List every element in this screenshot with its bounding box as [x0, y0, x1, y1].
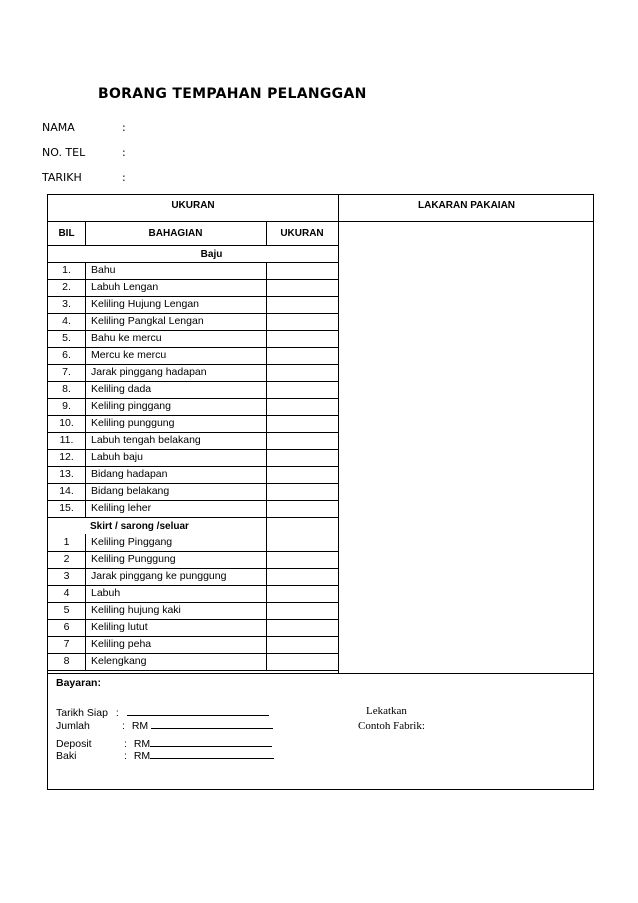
col-divider-ukuran	[266, 534, 267, 670]
col-divider-bil	[85, 221, 86, 245]
payment-title: Bayaran:	[56, 677, 101, 689]
row-ukuran-input[interactable]	[266, 534, 338, 551]
row-bahagian: Bahu ke mercu	[91, 332, 162, 344]
row-ukuran-input[interactable]	[266, 347, 338, 364]
row-bil: 2.	[62, 281, 71, 293]
row-bil: 6.	[62, 349, 71, 361]
row-bahagian: Labuh	[91, 587, 121, 599]
row-ukuran-input[interactable]	[266, 279, 338, 296]
form-title: BORANG TEMPAHAN PELANGGAN	[98, 86, 367, 102]
row-ukuran-input[interactable]	[266, 636, 338, 653]
row-bil: 1.	[62, 264, 71, 276]
row-bahagian: Jarak pinggang hadapan	[91, 366, 207, 378]
section-divider	[338, 195, 339, 673]
group-baju-title: Baju	[200, 249, 223, 260]
baki-blank[interactable]	[150, 748, 274, 759]
row-bahagian: Keliling lutut	[91, 621, 148, 633]
row-ukuran-input[interactable]	[266, 432, 338, 449]
header-divider	[48, 221, 593, 222]
row-bahagian: Bidang hadapan	[91, 468, 168, 480]
row-bahagian: Jarak pinggang ke punggung	[91, 570, 227, 582]
col-bil-header: BIL	[58, 228, 75, 239]
row-bahagian: Keliling Punggung	[91, 553, 176, 565]
nama-field	[42, 121, 126, 134]
row-bil: 10.	[59, 417, 74, 429]
deposit-currency: RM	[133, 738, 151, 750]
deposit-blank[interactable]	[150, 736, 272, 747]
col-bahagian-header: BAHAGIAN	[148, 228, 203, 239]
row-ukuran-input[interactable]	[266, 330, 338, 347]
row-ukuran-input[interactable]	[266, 415, 338, 432]
row-bil: 6	[63, 621, 70, 633]
col-ukuran-header: UKURAN	[280, 228, 324, 239]
row-bil: 8	[63, 655, 70, 667]
row-bil: 7	[63, 638, 70, 650]
row-bil: 4.	[62, 315, 71, 327]
no-tel-colon: :	[122, 146, 126, 159]
row-bahagian: Keliling dada	[91, 383, 152, 395]
baki-line	[56, 748, 274, 762]
nama-label: NAMA	[42, 121, 75, 134]
baki-label: Baki	[56, 750, 77, 762]
row-ukuran-input[interactable]	[266, 313, 338, 330]
tarikh-siap-blank[interactable]	[127, 705, 269, 716]
jumlah-label: Jumlah	[56, 720, 90, 732]
row-bil: 5.	[62, 332, 71, 344]
row-ukuran-input[interactable]	[266, 466, 338, 483]
col-divider-ukuran	[266, 221, 267, 245]
fabric-line-1: Lekatkan	[366, 705, 407, 717]
row-bahagian: Keliling hujung kaki	[91, 604, 181, 616]
row-bahagian: Keliling leher	[91, 502, 152, 514]
section-ukuran-header: UKURAN	[171, 200, 215, 211]
payment-divider	[48, 673, 593, 674]
jumlah-currency: RM	[131, 720, 149, 732]
row-bil: 14.	[59, 485, 74, 497]
row-bil: 8.	[62, 383, 71, 395]
row-bahagian: Kelengkang	[91, 655, 147, 667]
row-bil: 3	[63, 570, 70, 582]
row-bahagian: Keliling peha	[91, 638, 152, 650]
row-ukuran-input[interactable]	[266, 262, 338, 279]
row-bil: 7.	[62, 366, 71, 378]
row-bil: 9.	[62, 400, 71, 412]
row-bil: 13.	[59, 468, 74, 480]
row-bahagian: Labuh baju	[91, 451, 143, 463]
no-tel-field	[42, 146, 126, 159]
row-bahagian: Keliling punggung	[91, 417, 175, 429]
tarikh-field	[42, 171, 126, 184]
row-bahagian: Keliling pinggang	[91, 400, 171, 412]
row-ukuran-input[interactable]	[266, 653, 338, 670]
row-bil: 4	[63, 587, 70, 599]
col-divider-bil	[85, 262, 86, 517]
row-ukuran-input[interactable]	[266, 619, 338, 636]
row-bil: 2	[63, 553, 70, 565]
col-divider-bil	[85, 534, 86, 670]
row-ukuran-input[interactable]	[266, 398, 338, 415]
row-bil: 12.	[59, 451, 74, 463]
row-bil: 11.	[59, 434, 74, 446]
row-bahagian: Bidang belakang	[91, 485, 170, 497]
row-ukuran-input[interactable]	[266, 364, 338, 381]
fabric-line-2: Contoh Fabrik:	[358, 720, 425, 732]
col-divider-ukuran	[266, 262, 267, 517]
row-bahagian: Keliling Hujung Lengan	[91, 298, 199, 310]
row-ukuran-input[interactable]	[266, 585, 338, 602]
row-divider	[48, 517, 338, 518]
col-divider-ukuran	[266, 517, 267, 534]
group-skirt-title: Skirt / sarong /seluar	[90, 521, 189, 532]
column-header-divider	[48, 245, 338, 246]
tarikh-siap-colon: :	[115, 707, 119, 719]
tarikh-siap-label: Tarikh Siap	[56, 707, 108, 719]
jumlah-blank[interactable]	[151, 718, 273, 729]
jumlah-colon: :	[122, 720, 125, 732]
row-ukuran-input[interactable]	[266, 500, 338, 517]
jumlah-line	[56, 718, 273, 732]
tarikh-siap-line	[56, 705, 269, 719]
row-ukuran-input[interactable]	[266, 296, 338, 313]
row-bahagian: Bahu	[91, 264, 116, 276]
row-ukuran-input[interactable]	[266, 381, 338, 398]
order-table	[47, 194, 594, 790]
row-ukuran-input[interactable]	[266, 602, 338, 619]
row-ukuran-input[interactable]	[266, 483, 338, 500]
row-bahagian: Labuh tengah belakang	[91, 434, 201, 446]
row-bil: 1	[63, 536, 70, 548]
row-bahagian: Keliling Pinggang	[91, 536, 173, 548]
row-bil: 3.	[62, 298, 71, 310]
row-bahagian: Mercu ke mercu	[91, 349, 167, 361]
nama-colon: :	[122, 121, 126, 134]
row-ukuran-input[interactable]	[266, 551, 338, 568]
deposit-colon: :	[124, 738, 127, 750]
tarikh-label: TARIKH	[42, 171, 82, 184]
baki-currency: RM	[133, 750, 151, 762]
row-bahagian: Keliling Pangkal Lengan	[91, 315, 204, 327]
row-ukuran-input[interactable]	[266, 449, 338, 466]
row-bil: 15.	[59, 502, 74, 514]
row-ukuran-input[interactable]	[266, 568, 338, 585]
deposit-label: Deposit	[56, 738, 92, 750]
baki-colon: :	[124, 750, 127, 762]
no-tel-label: NO. TEL	[42, 146, 86, 159]
row-bil: 5	[63, 604, 70, 616]
row-divider	[48, 670, 338, 671]
row-bahagian: Labuh Lengan	[91, 281, 159, 293]
section-lakaran-header: LAKARAN PAKAIAN	[417, 200, 516, 211]
tarikh-colon: :	[122, 171, 126, 184]
